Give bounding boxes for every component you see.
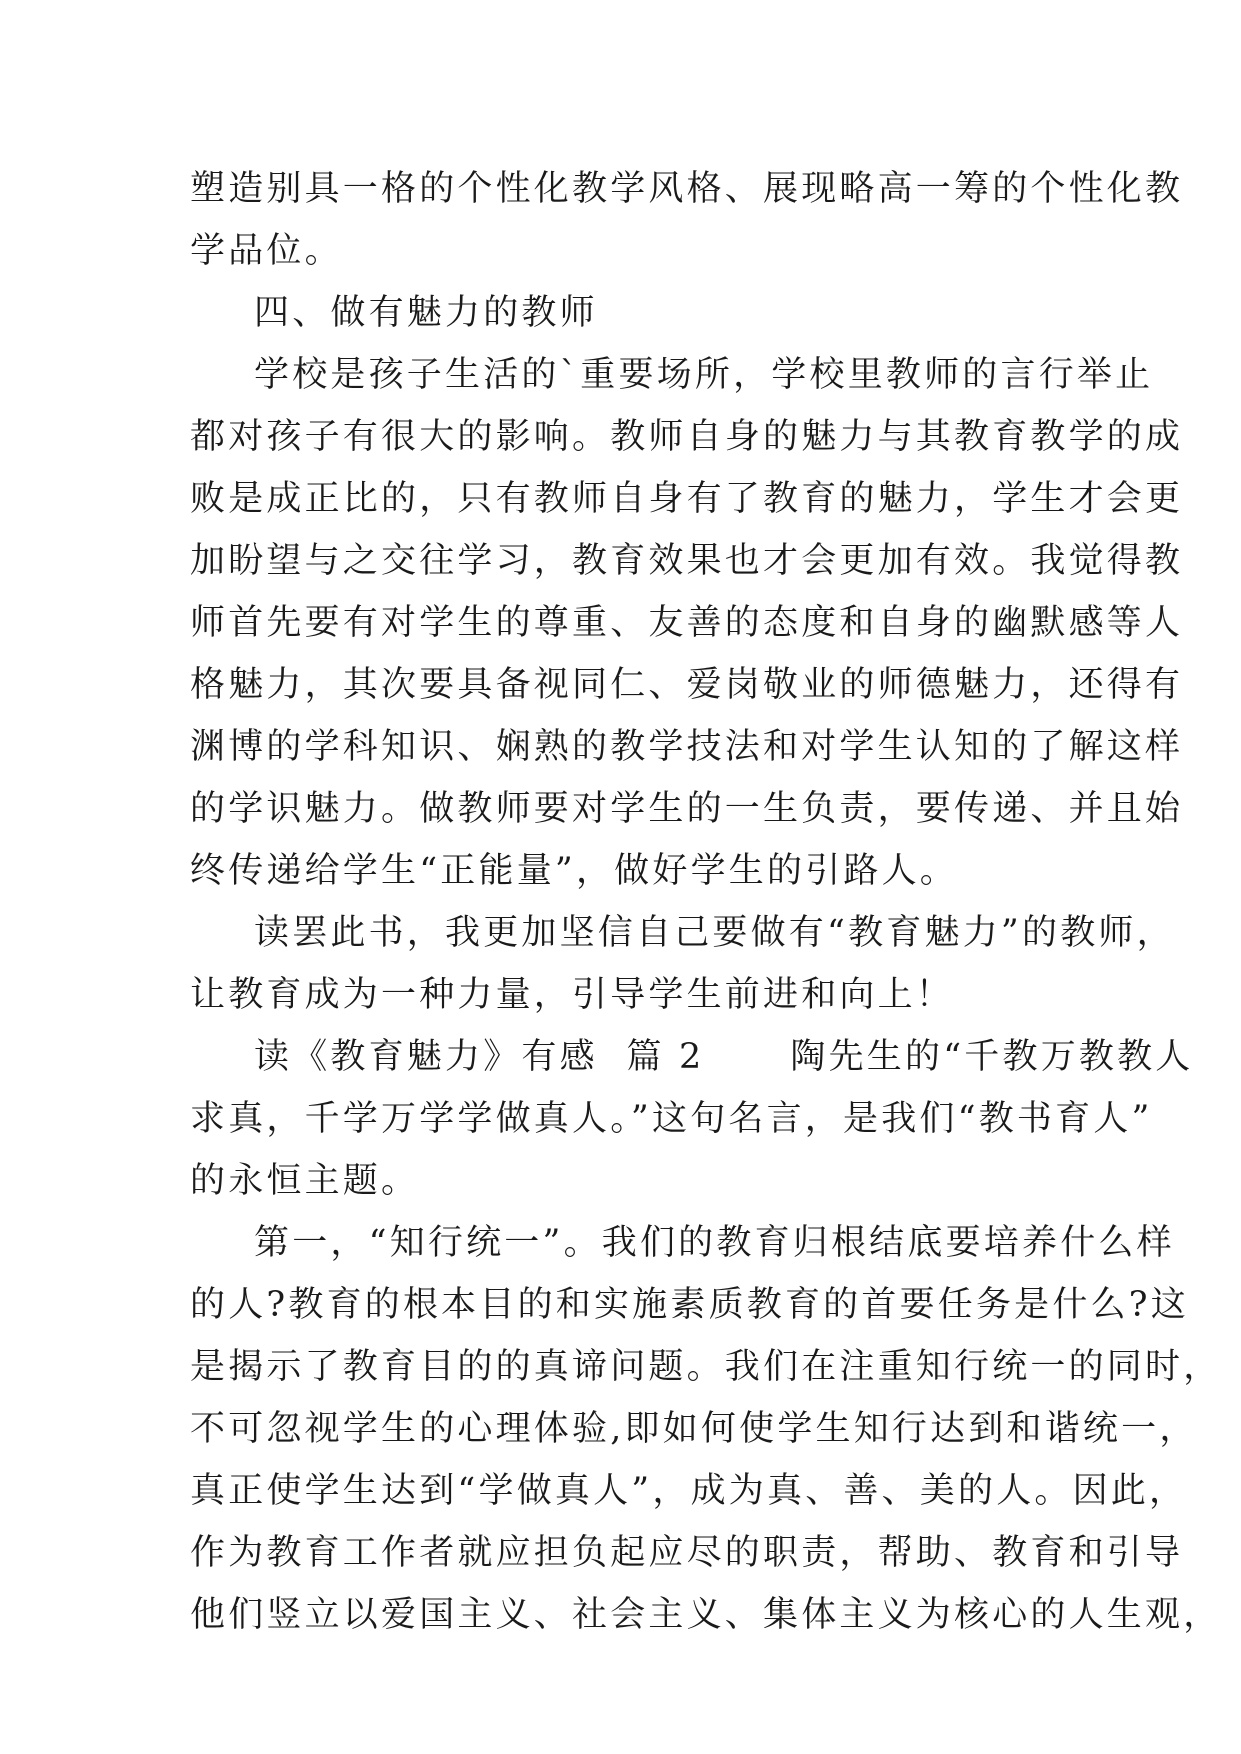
paragraph-conclusion bbox=[190, 902, 1175, 1026]
text-line: 是揭示了教育目的的真谛问题。我们在注重知行统一的同时， bbox=[190, 1347, 1222, 1387]
text-line: 第一，“知行统一”。我们的教育归根结底要培养什么样 bbox=[254, 1223, 1175, 1263]
text-line: 渊博的学科知识、娴熟的教学技法和对学生认知的了解这样 bbox=[190, 727, 1184, 767]
text-line: 加盼望与之交往学习，教育效果也才会更加有效。我觉得教 bbox=[190, 541, 1184, 581]
paragraph-teacher-charm bbox=[190, 344, 1184, 902]
text-line: 不可忽视学生的心理体验,即如何使学生知行达到和谐统一， bbox=[190, 1409, 1198, 1449]
document-page bbox=[190, 158, 1222, 1646]
section-heading bbox=[190, 282, 1050, 344]
text-line: 学品位。 bbox=[190, 231, 343, 271]
text-line: 终传递给学生“正能量”，做好学生的引路人。 bbox=[190, 851, 958, 891]
text-line: 格魅力，其次要具备视同仁、爱岗敬业的师德魅力，还得有 bbox=[190, 665, 1184, 705]
paragraph-article-2-intro bbox=[190, 1026, 1194, 1212]
paragraph-knowledge-action bbox=[190, 1212, 1222, 1646]
text-line: 师首先要有对学生的尊重、友善的态度和自身的幽默感等人 bbox=[190, 603, 1184, 643]
paragraph-continuation bbox=[190, 158, 1184, 282]
text-line: 读罢此书，我更加坚信自己要做有“教育魅力”的教师， bbox=[254, 913, 1175, 953]
text-line: 求真，千学万学学做真人。”这句名言，是我们“教书育人” bbox=[190, 1099, 1153, 1139]
text-line: 作为教育工作者就应担负起应尽的职责，帮助、教育和引导 bbox=[190, 1533, 1184, 1573]
text-line: 他们竖立以爱国主义、社会主义、集体主义为核心的人生观， bbox=[190, 1595, 1222, 1635]
text-line: 败是成正比的，只有教师自身有了教育的魅力，学生才会更 bbox=[190, 479, 1184, 519]
text-line: 真正使学生达到“学做真人”，成为真、善、美的人。因此， bbox=[190, 1471, 1188, 1511]
text-line: 让教育成为一种力量，引导学生前进和向上！ bbox=[190, 975, 955, 1015]
text-line: 都对孩子有很大的影响。教师自身的魅力与其教育教学的成 bbox=[190, 417, 1184, 457]
text-line: 的人?教育的根本目的和实施素质教育的首要任务是什么?这 bbox=[190, 1285, 1189, 1325]
text-line: 塑造别具一格的个性化教学风格、展现略高一筹的个性化教 bbox=[190, 169, 1184, 209]
heading-text: 四、做有魅力的教师 bbox=[254, 293, 598, 333]
text-line: 的永恒主题。 bbox=[190, 1161, 420, 1201]
text-line: 的学识魅力。做教师要对学生的一生负责，要传递、并且始 bbox=[190, 789, 1184, 829]
text-line: 学校是孩子生活的`重要场所，学校里教师的言行举止 bbox=[254, 355, 1154, 395]
text-line: 读《教育魅力》有感 篇 2 陶先生的“千教万教教人 bbox=[254, 1037, 1194, 1077]
